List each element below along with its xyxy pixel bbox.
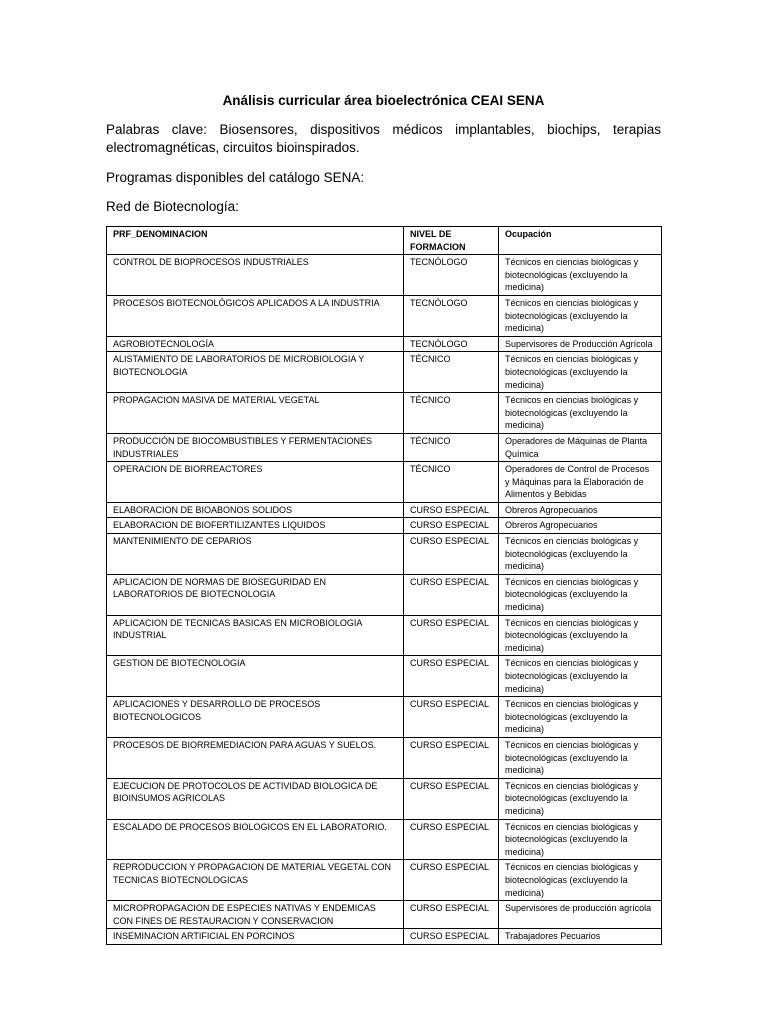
cell-denominacion: PRODUCCIÓN DE BIOCOMBUSTIBLES Y FERMENTACIONES INDUSTRIALES (107, 433, 404, 461)
cell-denominacion: MICROPROPAGACION DE ESPECIES NATIVAS Y ENDEMICAS CON FINES DE RESTAURACION Y CONSERVACION (107, 901, 404, 929)
cell-nivel-formacion: CURSO ESPECIAL (404, 518, 499, 534)
cell-ocupacion: Técnicos en ciencias biológicas y biotecnológicas (excluyendo la medicina) (499, 615, 662, 656)
cell-denominacion: REPRODUCCION Y PROPAGACION DE MATERIAL VEGETAL CON TECNICAS BIOTECNOLOGICAS (107, 860, 404, 901)
cell-ocupacion: Supervisores de Producción Agrícola (499, 336, 662, 352)
network-label: Red de Biotecnología: (106, 199, 239, 214)
cell-ocupacion: Técnicos en ciencias biológicas y biotecnológicas (excluyendo la medicina) (499, 737, 662, 778)
table-row (107, 393, 662, 434)
cell-nivel-formacion: CURSO ESPECIAL (404, 778, 499, 819)
table-row (107, 534, 662, 575)
cell-denominacion: APLICACION DE NORMAS DE BIOSEGURIDAD EN LABORATORIOS DE BIOTECNOLOGIA (107, 574, 404, 615)
cell-denominacion: ELABORACION DE BIOFERTILIZANTES LIQUIDOS (107, 518, 404, 534)
cell-denominacion: APLICACION DE TECNICAS BASICAS EN MICROBIOLOGIA INDUSTRIAL (107, 615, 404, 656)
cell-denominacion: CONTROL DE BIOPROCESOS INDUSTRIALES (107, 255, 404, 296)
cell-nivel-formacion: TÉCNICO (404, 433, 499, 461)
cell-ocupacion: Técnicos en ciencias biológicas y biotecnológicas (excluyendo la medicina) (499, 819, 662, 860)
cell-nivel-formacion: CURSO ESPECIAL (404, 656, 499, 697)
keywords-paragraph: Palabras clave: Biosensores, dispositivos médicos implantables, biochips, terapias electromagnéticas, circuitos bioinspirados. (106, 122, 661, 155)
cell-denominacion: APLICACIONES Y DESARROLLO DE PROCESOS BIOTECNOLOGICOS (107, 697, 404, 738)
cell-ocupacion: Técnicos en ciencias biológicas y biotecnológicas (excluyendo la medicina) (499, 295, 662, 336)
programs-label: Programas disponibles del catálogo SENA: (106, 170, 365, 185)
cell-nivel-formacion: CURSO ESPECIAL (404, 901, 499, 929)
cell-ocupacion: Operadores de Control de Procesos y Máquinas para la Elaboración de Alimentos y Bebidas (499, 462, 662, 503)
table-row (107, 433, 662, 461)
cell-ocupacion: Técnicos en ciencias biológicas y biotecnológicas (excluyendo la medicina) (499, 697, 662, 738)
cell-nivel-formacion: CURSO ESPECIAL (404, 929, 499, 945)
cell-ocupacion: Técnicos en ciencias biológicas y biotecnológicas (excluyendo la medicina) (499, 656, 662, 697)
cell-nivel-formacion: TÉCNICO (404, 393, 499, 434)
header-denominacion: PRF_DENOMINACION (107, 227, 404, 255)
cell-nivel-formacion: CURSO ESPECIAL (404, 819, 499, 860)
cell-denominacion: PROCESOS DE BIORREMEDIACION PARA AGUAS Y SUELOS. (107, 737, 404, 778)
table-row (107, 901, 662, 929)
table-header-row (107, 227, 662, 255)
cell-ocupacion: Técnicos en ciencias biológicas y biotecnológicas (excluyendo la medicina) (499, 860, 662, 901)
table-row (107, 656, 662, 697)
cell-denominacion: PROCESOS BIOTECNOLÓGICOS APLICADOS A LA INDUSTRIA (107, 295, 404, 336)
table-row (107, 697, 662, 738)
table-row (107, 502, 662, 518)
table-row (107, 819, 662, 860)
table-row (107, 255, 662, 296)
table-body (107, 255, 662, 945)
table-row (107, 352, 662, 393)
cell-denominacion: GESTION DE BIOTECNOLOGIA (107, 656, 404, 697)
cell-ocupacion: Obreros Agropecuarios (499, 502, 662, 518)
cell-ocupacion: Técnicos en ciencias biológicas y biotecnológicas (excluyendo la medicina) (499, 534, 662, 575)
cell-ocupacion: Trabajadores Pecuarios (499, 929, 662, 945)
cell-nivel-formacion: CURSO ESPECIAL (404, 502, 499, 518)
header-nivel-formacion: NIVEL DE FORMACION (404, 227, 499, 255)
table-row (107, 737, 662, 778)
table-row (107, 778, 662, 819)
table-row (107, 574, 662, 615)
cell-nivel-formacion: CURSO ESPECIAL (404, 697, 499, 738)
cell-ocupacion: Supervisores de producción agrícola (499, 901, 662, 929)
cell-denominacion: INSEMINACION ARTIFICIAL EN PORCINOS (107, 929, 404, 945)
cell-ocupacion: Técnicos en ciencias biológicas y biotecnológicas (excluyendo la medicina) (499, 778, 662, 819)
cell-nivel-formacion: CURSO ESPECIAL (404, 615, 499, 656)
cell-denominacion: ELABORACION DE BIOABONOS SOLIDOS (107, 502, 404, 518)
cell-denominacion: OPERACION DE BIORREACTORES (107, 462, 404, 503)
cell-nivel-formacion: TECNÓLOGO (404, 295, 499, 336)
cell-ocupacion: Técnicos en ciencias biológicas y biotecnológicas (excluyendo la medicina) (499, 574, 662, 615)
cell-nivel-formacion: TECNÓLOGO (404, 336, 499, 352)
cell-ocupacion: Operadores de Máquinas de Planta Química (499, 433, 662, 461)
table-row (107, 929, 662, 945)
cell-nivel-formacion: CURSO ESPECIAL (404, 860, 499, 901)
document-title: Análisis curricular área bioelectrónica CEAI SENA (222, 93, 545, 108)
cell-denominacion: PROPAGACION MASIVA DE MATERIAL VEGETAL (107, 393, 404, 434)
cell-nivel-formacion: CURSO ESPECIAL (404, 534, 499, 575)
cell-ocupacion: Técnicos en ciencias biológicas y biotecnológicas (excluyendo la medicina) (499, 352, 662, 393)
cell-denominacion: AGROBIOTECNOLOGÍA (107, 336, 404, 352)
cell-nivel-formacion: CURSO ESPECIAL (404, 574, 499, 615)
cell-denominacion: MANTENIMIENTO DE CEPARIOS (107, 534, 404, 575)
header-ocupacion: Ocupación (499, 227, 662, 255)
cell-ocupacion: Obreros Agropecuarios (499, 518, 662, 534)
table-row (107, 336, 662, 352)
cell-nivel-formacion: TÉCNICO (404, 352, 499, 393)
cell-nivel-formacion: TÉCNICO (404, 462, 499, 503)
cell-nivel-formacion: CURSO ESPECIAL (404, 737, 499, 778)
cell-nivel-formacion: TECNÓLOGO (404, 255, 499, 296)
table-row (107, 462, 662, 503)
cell-ocupacion: Técnicos en ciencias biológicas y biotecnológicas (excluyendo la medicina) (499, 393, 662, 434)
table-row (107, 615, 662, 656)
table-row (107, 860, 662, 901)
table-row (107, 518, 662, 534)
table-row (107, 295, 662, 336)
cell-denominacion: ALISTAMIENTO DE LABORATORIOS DE MICROBIOLOGIA Y BIOTECNOLOGIA (107, 352, 404, 393)
programs-table (106, 226, 662, 945)
cell-ocupacion: Técnicos en ciencias biológicas y biotecnológicas (excluyendo la medicina) (499, 255, 662, 296)
cell-denominacion: EJECUCION DE PROTOCOLOS DE ACTIVIDAD BIOLOGICA DE BIOINSUMOS AGRICOLAS (107, 778, 404, 819)
cell-denominacion: ESCALADO DE PROCESOS BIOLOGICOS EN EL LABORATORIO. (107, 819, 404, 860)
